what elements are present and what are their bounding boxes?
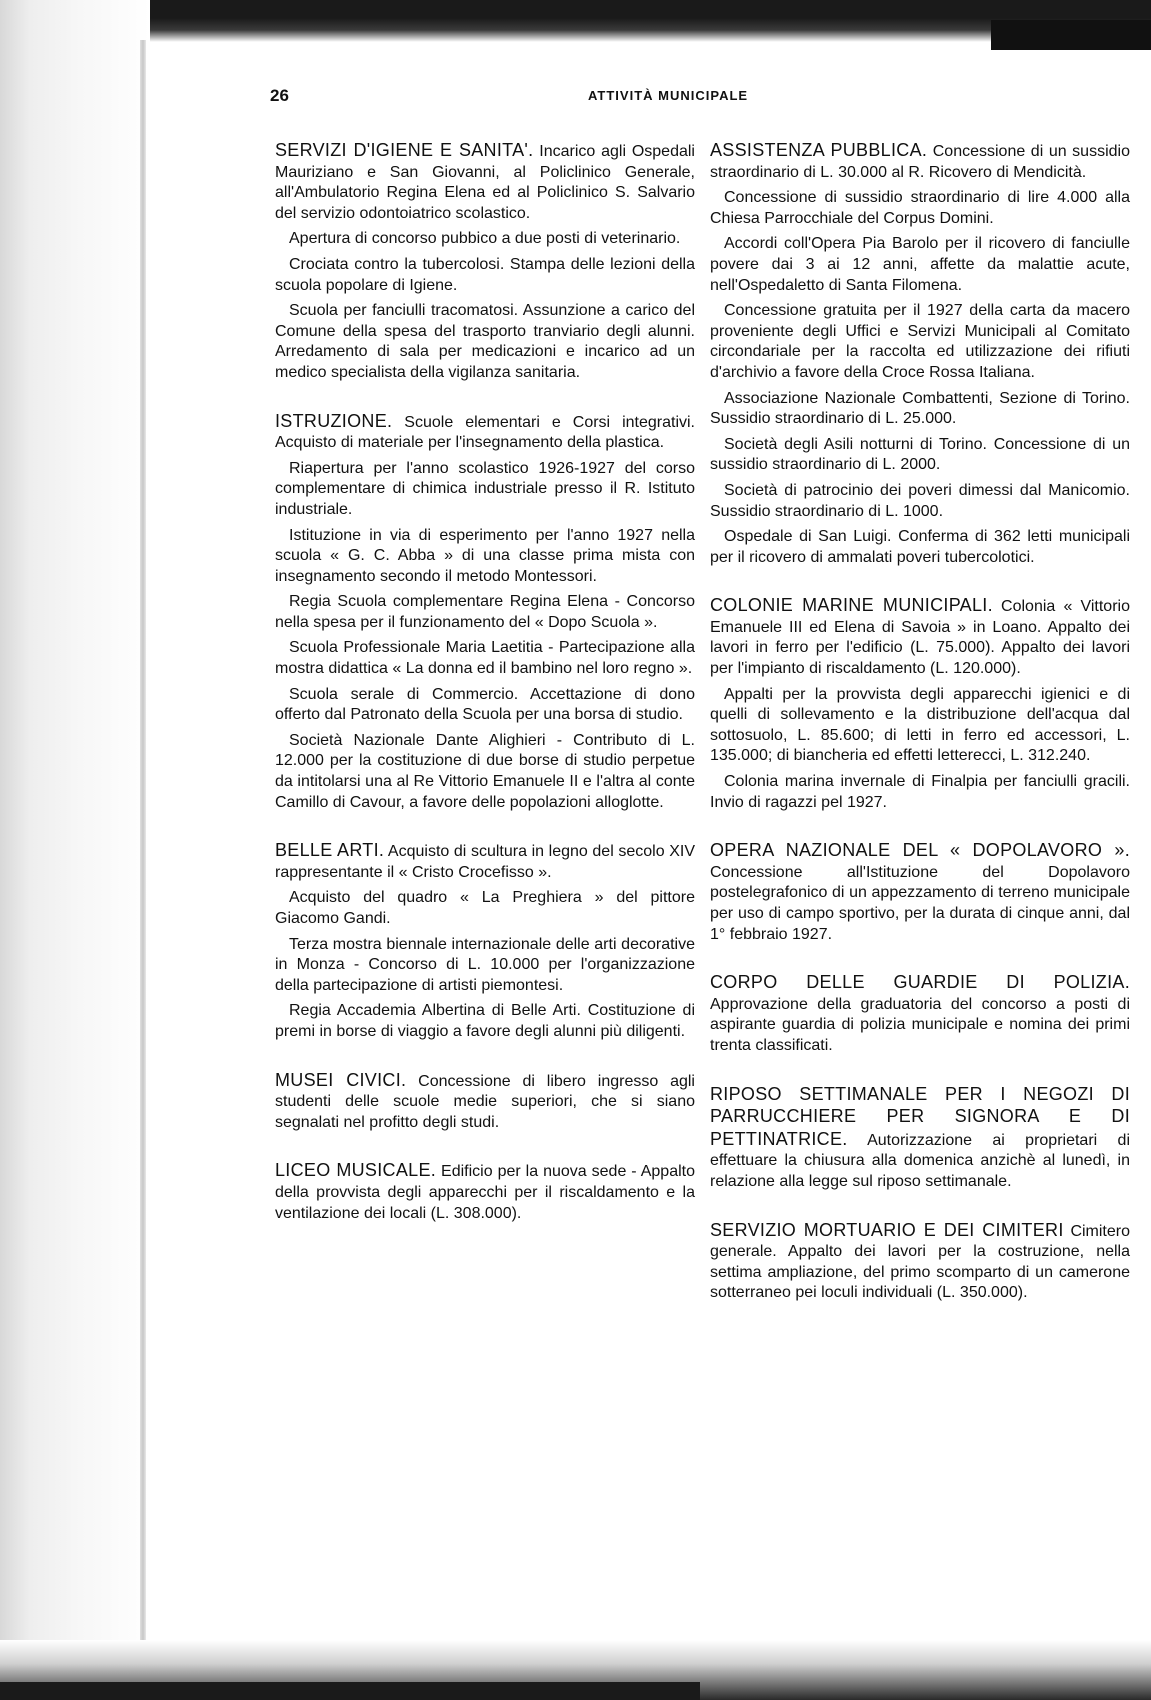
scan-left-shadow xyxy=(0,0,150,1700)
section-title: OPERA NAZIONALE DEL « DOPOLAVORO ». xyxy=(710,840,1130,861)
section-lead-text: Edificio per la nuova sede - Appalto della provvista degli apparecchi per il riscaldamento e la ventilazione dei locali (L. 308.000). xyxy=(275,1163,695,1222)
section-lead-paragraph xyxy=(710,140,1130,183)
section-title: COLONIE MARINE MUNICIPALI. xyxy=(710,595,993,616)
section-lead-paragraph xyxy=(275,1070,695,1134)
section-paragraph: Appalti per la provvista degli apparecchi igienici e di quelli di sollevamento e la distribuzione dell'acqua dal sottosuolo, L. 85.600; di letti in ferro ed accessori, L. 135.000; di biancheria ed effetti letterecci, L. 312.240. xyxy=(710,685,1130,765)
section-musei-civici xyxy=(275,1070,695,1134)
section-paragraph: Istituzione in via di esperimento per l'anno 1927 nella scuola « G. C. Abba » di una classe prima mista con insegnamento secondo il metodo Montessori. xyxy=(275,526,695,585)
section-paragraph: Scuola Professionale Maria Laetitia - Partecipazione alla mostra didattica « La donna ed il bambino nel loro regno ». xyxy=(275,639,695,678)
section-title: RIPOSO SETTIMANALE PER I NEGOZI DI PARRUCCHIERE PER SIGNORA E DI PETTINATRICE. xyxy=(710,1083,1130,1149)
section-servizi-igiene xyxy=(275,140,695,384)
section-paragraph: Società degli Asili notturni di Torino. Concessione di un sussidio straordinario di L. 2000. xyxy=(710,435,1130,474)
section-riposo-settimanale xyxy=(710,1084,1130,1193)
section-paragraph: Concessione gratuita per il 1927 della carta da macero proveniente degli Uffici e Servizi Municipali al Comitato circondariale per la raccolta ed utilizzazione dei rifiuti d'archivio a favore della Croce Rossa Italiana. xyxy=(710,302,1130,381)
section-lead-paragraph xyxy=(710,595,1130,679)
section-title: ASSISTENZA PUBBLICA. xyxy=(710,140,928,160)
section-title: SERVIZIO MORTUARIO E DEI CIMITERI xyxy=(710,1219,1064,1240)
page-number: 26 xyxy=(270,86,289,105)
section-paragraph: Concessione di sussidio straordinario di lire 4.000 alla Chiesa Parrocchiale del Corpus Domini. xyxy=(710,189,1130,227)
section-lead-text: Approvazione della graduatoria del concorso a posti di aspirante guardia di polizia municipale e nomina dei primi trenta classificati. xyxy=(710,995,1130,1054)
section-lead-text: Colonia « Vittorio Emanuele III ed Elena di Savoia » in Loano. Appalto dei lavori in ferro per l'edificio (L. 75.000). Appalto dei lavori per l'impianto di riscaldamento (L. 120.000). xyxy=(710,598,1130,678)
scan-bottom-edge xyxy=(0,1640,1151,1700)
section-lead-paragraph xyxy=(710,1084,1130,1193)
section-paragraph: Società Nazionale Dante Alighieri - Contributo di L. 12.000 per la costituzione di due borse di studio perpetue da intitolarsi una al Re Vittorio Emanuele II e l'altra al conte Camillo di Cavour, a favore delle popolazioni alloglotte. xyxy=(275,731,695,811)
section-guardie-polizia xyxy=(710,972,1130,1056)
section-lead-text: Cimitero generale. Appalto dei lavori per la costruzione, nella settima ampliazione, del primo scomparto di un camerone sotterraneo pei loculi individuali (L. 350.000). xyxy=(710,1222,1130,1302)
section-lead-text: Incarico agli Ospedali Mauriziano e San Giovanni, al Policlinico Generale, all'Ambulatorio Regina Elena ed al Policlinico S. Salvario del servizio odontoiatrico scolastico. xyxy=(275,143,695,222)
section-belle-arti xyxy=(275,840,695,1042)
section-paragraph: Associazione Nazionale Combattenti, Sezione di Torino. Sussidio straordinario di L. 25.000. xyxy=(710,389,1130,428)
section-paragraph: Apertura di concorso pubbico a due posti di veterinario. xyxy=(289,230,681,248)
section-lead-text: Concessione all'Istituzione del Dopolavoro postelegrafonico di un appezzamento di terreno municipale per uso di campo sportivo, per la durata di cinque anni, dal 1° febbraio 1927. xyxy=(710,863,1130,943)
section-paragraph: Accordi coll'Opera Pia Barolo per il ricovero di fanciulle povere dai 3 ai 12 anni, affette da malattie acute, nell'Ospedaletto di Santa Filomena. xyxy=(710,235,1130,294)
section-lead-text: Concessione di libero ingresso agli studenti delle scuole medie superiori, che si siano segnalati nel profitto degli studi. xyxy=(275,1072,695,1131)
section-assistenza-pubblica xyxy=(710,140,1130,568)
section-lead-text: Acquisto di scultura in legno del secolo XIV rappresentante il « Cristo Crocefisso ». xyxy=(275,843,696,881)
section-lead-text: Scuole elementari e Corsi integrativi. Acquisto di materiale per l'insegnamento della plastica. xyxy=(275,413,695,452)
right-column xyxy=(710,140,1130,1331)
section-lead-text: Autorizzazione ai proprietari di effettuare la chiusura alla domenica anzichè al lunedì, in relazione alla legge sul riposo settimanale. xyxy=(710,1131,1131,1190)
section-title: LICEO MUSICALE. xyxy=(275,1160,437,1181)
section-paragraph: Scuola serale di Commercio. Accettazione di dono offerto dal Patronato della Scuola per una borsa di studio. xyxy=(275,685,695,724)
scan-fold-line xyxy=(140,40,146,1660)
section-title: CORPO DELLE GUARDIE DI POLIZIA. xyxy=(710,972,1130,993)
section-title: ISTRUZIONE. xyxy=(275,410,393,431)
section-lead-paragraph xyxy=(275,840,695,883)
section-title: BELLE ARTI. xyxy=(275,840,385,861)
section-paragraph: Acquisto del quadro « La Preghiera » del pittore Giacomo Gandi. xyxy=(275,889,695,927)
running-title: ATTIVITÀ MUNICIPALE xyxy=(588,88,749,103)
section-paragraph: Scuola per fanciulli tracomatosi. Assunzione a carico del Comune della spesa del trasporto tranviario degli alunni. Arredamento di sala per medicazioni e incarico ad un medico specialista della vigilanza sanitaria. xyxy=(275,302,695,381)
section-paragraph: Società di patrocinio dei poveri dimessi dal Manicomio. Sussidio straordinario di L. 1000. xyxy=(710,481,1130,520)
section-lead-paragraph xyxy=(710,840,1130,945)
section-paragraph: Terza mostra biennale internazionale delle arti decorative in Monza - Concorso di L. 10.000 per l'organizzazione della partecipazione di artisti piemontesi. xyxy=(275,935,695,994)
running-header xyxy=(270,86,1136,110)
section-liceo-musicale xyxy=(275,1160,695,1224)
section-lead-text: Concessione di un sussidio straordinario di L. 30.000 al R. Ricovero di Mendicità. xyxy=(710,143,1130,181)
section-paragraph: Crociata contro la tubercolosi. Stampa delle lezioni della scuola popolare di Igiene. xyxy=(275,255,695,294)
section-lead-paragraph xyxy=(710,1220,1130,1304)
section-paragraph: Colonia marina invernale di Finalpia per fanciulli gracili. Invio di ragazzi pel 1927. xyxy=(710,773,1130,811)
scan-top-edge xyxy=(0,0,1151,42)
section-paragraph: Riapertura per l'anno scolastico 1926-1927 del corso complementare di chimica industriale presso il R. Istituto industriale. xyxy=(275,459,695,518)
section-colonie-marine xyxy=(710,595,1130,813)
section-istruzione xyxy=(275,411,695,814)
section-servizio-mortuario xyxy=(710,1220,1130,1304)
section-paragraph: Regia Scuola complementare Regina Elena - Concorso nella spesa per il funzionamento del « Dopo Scuola ». xyxy=(275,593,695,631)
section-lead-paragraph xyxy=(275,411,695,454)
left-column xyxy=(275,140,695,1251)
section-lead-paragraph xyxy=(710,972,1130,1056)
section-title: SERVIZI D'IGIENE E SANITA'. xyxy=(275,140,534,160)
section-opera-dopolavoro xyxy=(710,840,1130,945)
section-lead-paragraph xyxy=(275,140,695,224)
section-title: MUSEI CIVICI. xyxy=(275,1069,407,1090)
section-lead-paragraph xyxy=(275,1160,695,1224)
section-paragraph: Ospedale di San Luigi. Conferma di 362 letti municipali per il ricovero di ammalati poveri tubercolotici. xyxy=(710,528,1130,566)
section-paragraph: Regia Accademia Albertina di Belle Arti. Costituzione di premi in borse di viaggio a favore degli alunni più diligenti. xyxy=(275,1002,695,1040)
